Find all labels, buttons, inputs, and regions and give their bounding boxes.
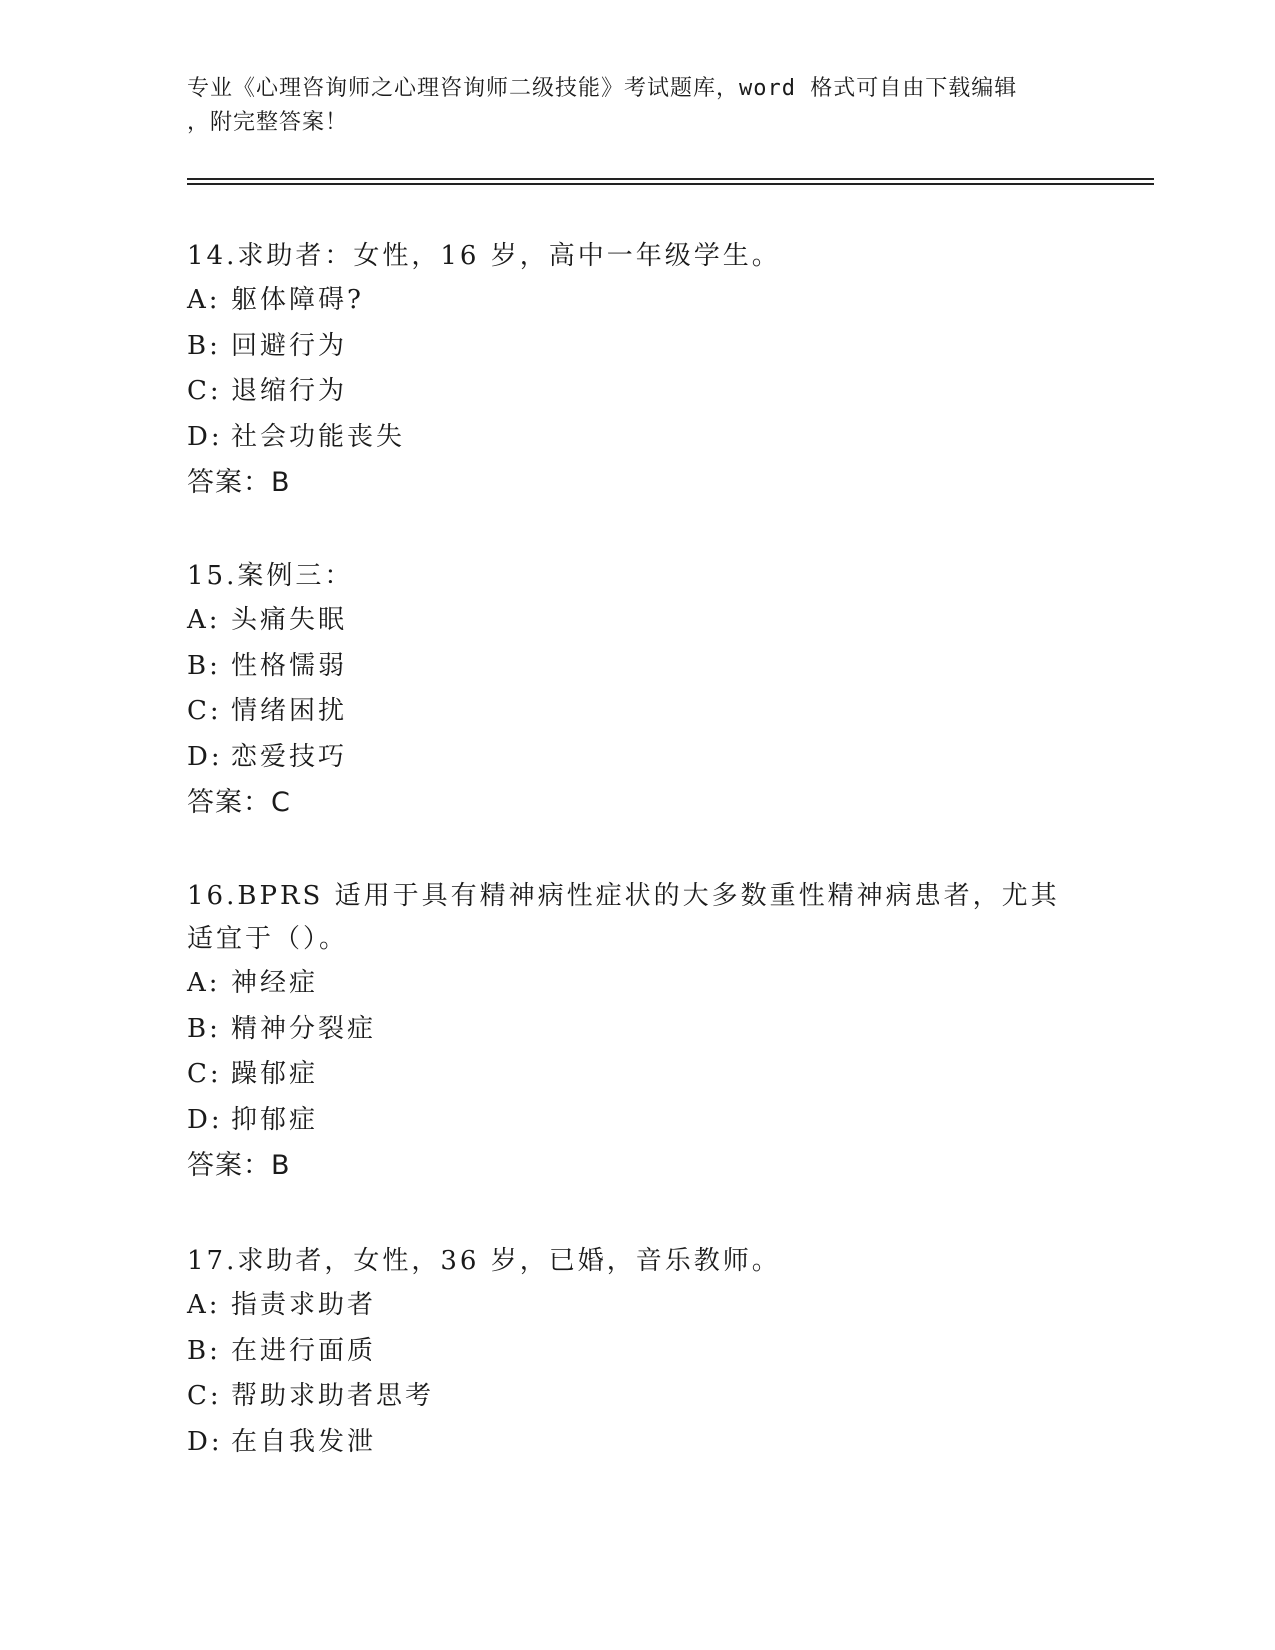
question-stem: 16.BPRS 适用于具有精神病性症状的大多数重性精神病患者，尤其适宜于（）。	[187, 881, 1060, 954]
option-a	[187, 598, 1087, 644]
option-key: C:	[187, 1059, 222, 1089]
option-text: 退缩行为	[231, 376, 348, 406]
option-text: 社会功能丧失	[231, 421, 406, 452]
option-key: C:	[187, 376, 222, 406]
option-key: A:	[187, 285, 221, 315]
option-text: 帮助求助者思考	[231, 1381, 435, 1411]
option-c	[187, 689, 1087, 735]
option-c	[187, 369, 1087, 415]
option-b	[187, 324, 1087, 370]
option-b	[187, 1007, 1087, 1053]
header-line-1: 专业《心理咨询师之心理咨询师二级技能》考试题库，word 格式可自由下载编辑	[187, 76, 1018, 101]
header-divider-top	[187, 178, 1154, 180]
option-d	[187, 415, 1087, 461]
option-d	[187, 1420, 1087, 1466]
option-d	[187, 1098, 1087, 1144]
option-key: A:	[187, 605, 221, 635]
answer-line: 答案：C	[187, 787, 291, 818]
option-key: C:	[187, 1381, 222, 1411]
header-divider-bottom	[187, 183, 1154, 185]
question-14	[187, 235, 1087, 505]
option-text: 神经症	[231, 968, 319, 998]
option-text: 躁郁症	[231, 1059, 319, 1089]
option-key: C:	[187, 696, 222, 726]
option-a	[187, 1283, 1087, 1329]
option-key: D:	[187, 741, 223, 772]
option-c	[187, 1374, 1087, 1420]
option-text: 在进行面质	[231, 1335, 377, 1366]
option-a	[187, 278, 1087, 324]
option-text: 回避行为	[231, 330, 348, 361]
option-key: B:	[187, 330, 221, 361]
document-header	[187, 72, 1067, 140]
answer-line: 答案：B	[187, 1150, 291, 1181]
question-stem: 15.案例三：	[187, 561, 354, 591]
option-text: 躯体障碍?	[231, 285, 364, 315]
option-d	[187, 735, 1087, 781]
option-b	[187, 1329, 1087, 1375]
option-key: D:	[187, 421, 223, 452]
header-line-2: ，附完整答案！	[187, 110, 349, 135]
option-key: D:	[187, 1426, 223, 1457]
option-key: D:	[187, 1104, 223, 1135]
question-stem: 17.求助者，女性，36 岁，已婚，音乐教师。	[187, 1246, 781, 1276]
option-text: 指责求助者	[231, 1290, 377, 1320]
option-a	[187, 961, 1087, 1007]
option-text: 情绪困扰	[231, 696, 348, 726]
answer-line: 答案：B	[187, 467, 291, 498]
option-text: 在自我发泄	[231, 1426, 377, 1457]
option-text: 头痛失眠	[231, 605, 348, 635]
option-key: A:	[187, 968, 221, 998]
question-16	[187, 875, 1087, 1188]
option-b	[187, 644, 1087, 690]
question-17	[187, 1240, 1087, 1465]
option-key: B:	[187, 1013, 221, 1044]
option-text: 恋爱技巧	[231, 741, 348, 772]
question-15	[187, 555, 1087, 825]
option-text: 性格懦弱	[231, 650, 348, 681]
option-key: B:	[187, 650, 221, 681]
option-c	[187, 1052, 1087, 1098]
question-stem: 14.求助者：女性，16 岁，高中一年级学生。	[187, 241, 781, 271]
option-key: B:	[187, 1335, 221, 1366]
option-text: 抑郁症	[231, 1104, 319, 1135]
option-key: A:	[187, 1290, 221, 1320]
option-text: 精神分裂症	[231, 1013, 377, 1044]
